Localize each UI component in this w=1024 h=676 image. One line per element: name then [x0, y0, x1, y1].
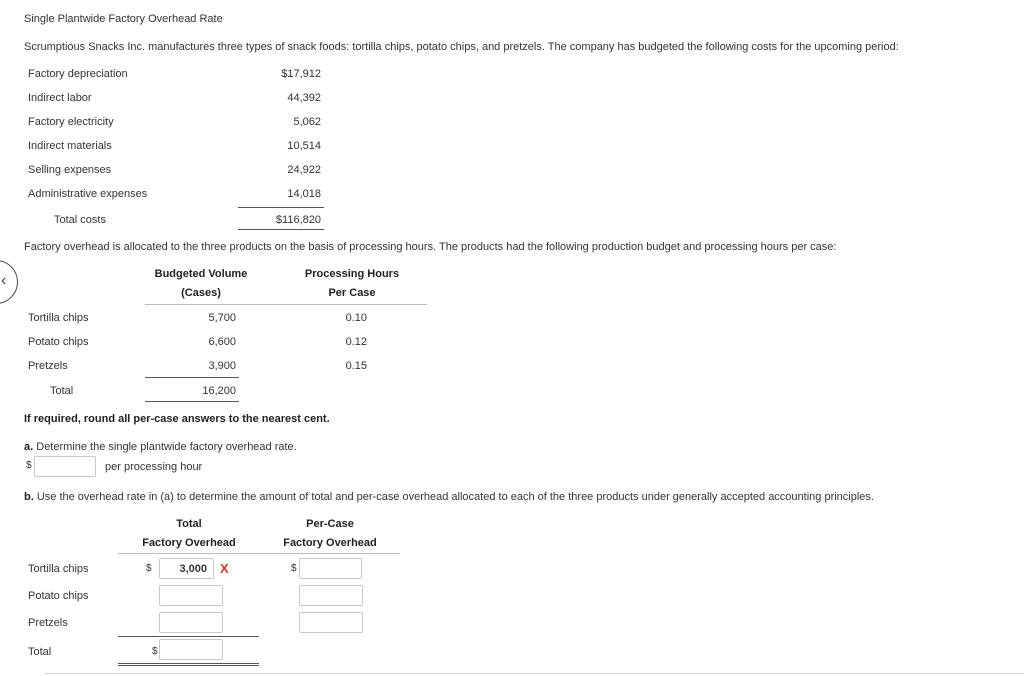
tortilla-total-overhead-input[interactable] [159, 558, 214, 579]
product-label: Pretzels [28, 360, 68, 372]
costs-total-value: $116,820 [275, 214, 321, 226]
hours-value: 0.10 [345, 312, 367, 324]
currency-symbol: $ [152, 646, 158, 657]
cost-label: Selling expenses [28, 164, 112, 176]
total-overhead-input[interactable] [159, 639, 223, 660]
part-b-letter: b. [24, 491, 34, 503]
cost-label: Indirect materials [28, 140, 112, 152]
volume-value: 6,600 [208, 336, 236, 348]
cost-value: 14,018 [287, 188, 321, 200]
rate-unit-label: per processing hour [105, 461, 203, 473]
part-a-text: Determine the single plantwide factory overhead rate. [36, 441, 297, 453]
page-title: Single Plantwide Factory Overhead Rate [24, 13, 223, 25]
production-total-value: 16,200 [202, 385, 236, 397]
pretzels-per-case-overhead-input[interactable] [299, 612, 363, 633]
tortilla-per-case-overhead-input[interactable] [299, 558, 362, 579]
costs-total-label: Total costs [54, 214, 106, 226]
column-header: Factory Overhead [283, 537, 377, 549]
divider [118, 663, 259, 664]
cost-label: Factory depreciation [28, 68, 128, 80]
part-b-text: Use the overhead rate in (a) to determine the amount of total and per-case overhead allocated to each of the three products under generally accepted accounting principles. [36, 491, 874, 503]
potato-total-overhead-input[interactable] [159, 585, 223, 606]
divider [118, 553, 400, 554]
volume-value: 5,700 [208, 312, 236, 324]
cost-value: 10,514 [287, 140, 321, 152]
cost-value: 24,922 [287, 164, 321, 176]
pretzels-total-overhead-input[interactable] [159, 612, 223, 633]
column-header: Per Case [328, 287, 376, 299]
cost-value: 44,392 [287, 92, 321, 104]
part-a-question [24, 441, 297, 453]
divider [118, 665, 259, 666]
product-label: Potato chips [28, 336, 89, 348]
previous-nav-button[interactable] [0, 260, 18, 304]
divider [118, 636, 259, 637]
column-header: Factory Overhead [142, 537, 236, 549]
product-label: Potato chips [28, 590, 89, 602]
currency-symbol: $ [26, 460, 32, 471]
product-label: Tortilla chips [28, 563, 89, 575]
cost-label: Factory electricity [28, 116, 114, 128]
cost-value: $17,912 [281, 68, 321, 80]
column-header: Processing Hours [304, 268, 400, 280]
production-total-label: Total [50, 385, 74, 397]
allocation-text: Factory overhead is allocated to the three products on the basis of processing hours. The products had the following production budget and processing hours per case: [24, 241, 837, 253]
column-header: (Cases) [181, 287, 221, 299]
divider [145, 304, 427, 305]
incorrect-x-icon: X [220, 561, 229, 576]
allocation-total-label: Total [28, 646, 52, 658]
part-a-letter: a. [24, 441, 34, 453]
currency-symbol: $ [146, 563, 152, 574]
column-header: Total [176, 518, 202, 530]
divider [238, 229, 324, 230]
column-header: Budgeted Volume [154, 268, 248, 280]
cost-label: Administrative expenses [28, 188, 148, 200]
intro-text: Scrumptious Snacks Inc. manufactures three types of snack foods: tortilla chips, potato chips, and pretzels. The company has budgeted the following costs for the upcoming period: [24, 41, 899, 53]
divider [145, 401, 239, 402]
divider [145, 377, 239, 378]
hours-value: 0.12 [345, 336, 367, 348]
product-label: Tortilla chips [28, 312, 89, 324]
bottom-divider [45, 673, 1024, 674]
currency-symbol: $ [291, 563, 297, 574]
volume-value: 3,900 [208, 360, 236, 372]
part-b-question [24, 491, 874, 503]
divider [238, 207, 324, 208]
potato-per-case-overhead-input[interactable] [299, 585, 363, 606]
chevron-left-icon: ‹ [1, 272, 7, 289]
column-header: Per-Case [306, 518, 354, 530]
cost-label: Indirect labor [28, 92, 92, 104]
hours-value: 0.15 [345, 360, 367, 372]
rounding-note: If required, round all per-case answers to the nearest cent. [24, 413, 330, 425]
overhead-rate-input[interactable] [34, 456, 96, 477]
cost-value: 5,062 [293, 116, 321, 128]
product-label: Pretzels [28, 617, 68, 629]
